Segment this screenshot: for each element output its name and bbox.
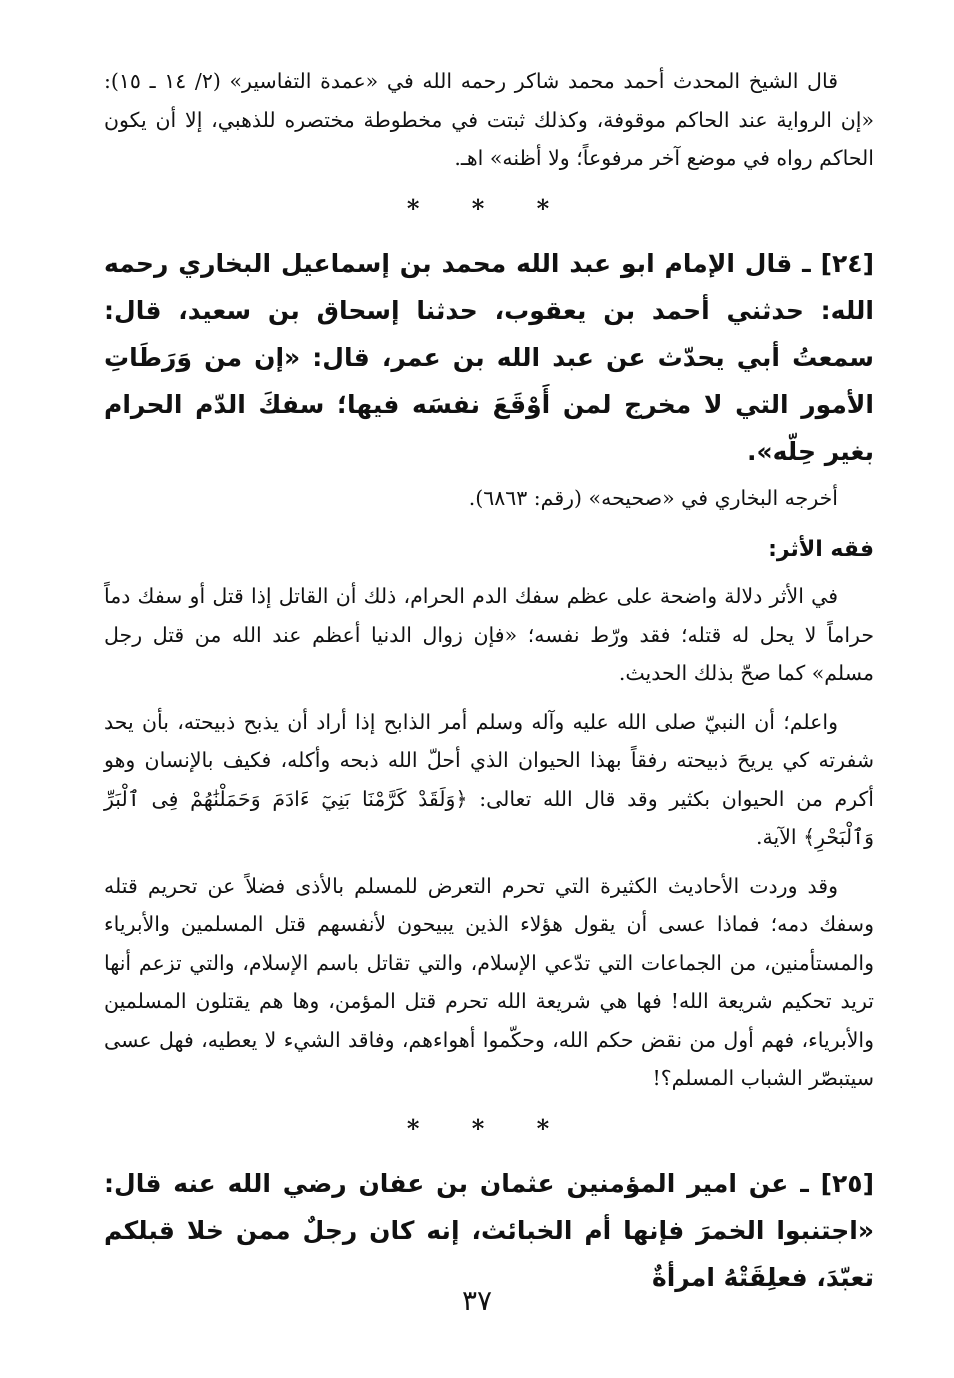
fiqh-heading: فقه الأثر:	[768, 537, 874, 562]
paragraph-fiqh-3: وقد وردت الأحاديث الكثيرة التي تحرم التعرض للمسلم بالأذى فضلاً عن تحريم قتله وسفك دمه؛ فماذا عسى أن يقول هؤلاء الذين يبيحون لأنفسهم قتل المسلمين والأبرياء والمستأمنين، من الجماعات التي تدّعي الإسلام، والتي تقاتل باسم الإسلام، والتي تزعم أنها تريد تحكيم شريعة الله! فها هي شريعة الله تحرم قتل المؤمن، وها هم يقتلون المسلمين والأبرياء، فهم أول من نقض حكم الله، وحكّموا أهواءهم، وفاقد الشيء لا يعطيه، فهل عسى سيتبصّر الشباب المسلم؟!	[104, 873, 874, 1090]
paragraph-fiqh-1: في الأثر دلالة واضحة على عظم سفك الدم الحرام، ذلك أن القاتل إذا قتل أو سفك دماً حراماً لا يحل له قتله؛ فقد ورّط نفسه؛ «فإن زوال الدنيا أعظم عند الله من قتل رجل مسلم» كما صحّ بذلك الحديث.	[104, 584, 874, 685]
paragraph-fiqh-2: واعلم؛ أن النبيّ صلى الله عليه وآله وسلم أمر الذابح إذا أراد أن يذبح ذبيحته، بأن يحد شفرته كي يريحَ ذبيحته رفقاً بهذا الحيوان الذي أحلّ الله ذبحه وأكله، فكيف بالإنسان وهو أكرم من الحيوان بكثير وقد قال الله تعالى: ﴿وَلَقَدْ كَرَّمْنَا بَنِيٓ ءَادَمَ وَحَمَلْنَٰهُمْ فِى ٱلْبَرِّ وَٱلْبَحْرِ﴾ الآية.	[104, 709, 874, 849]
section-separator: * * *	[406, 193, 572, 223]
page-number: ٣٧	[461, 1284, 493, 1317]
hadith-24-text: [٢٤] ـ قال الإمام ابو عبد الله محمد بن إسماعيل البخاري رحمه الله: حدثني أحمد بن يعقوب، حدثنا إسحاق بن سعيد، قال: سمعتُ أبي يحدّث عن عبد الله بن عمر، قال: «إن من وَرَطَاتِ الأمور التي لا مخرج لمن أَوْقَعَ نفسَه فيها؛ سفكَ الدّم الحرام بغير حِلّه».	[104, 248, 874, 466]
hadith-25-text: [٢٥] ـ عن امير المؤمنين عثمان بن عفان رضي الله عنه قال: «اجتنبوا الخمرَ فإنها أم الخبائث، إنه كان رجلٌ ممن خلا قبلكم تعبّدَ، فعلِقَتْهُ امرأةٌ	[104, 1168, 874, 1292]
section-separator-2: * * *	[406, 1113, 572, 1143]
hadith-24-takhrij: أخرجه البخاري في «صحيحه» (رقم: ٦٨٦٣).	[468, 485, 838, 510]
paragraph-shakir-quote: قال الشيخ المحدث أحمد محمد شاكر رحمه الله في «عمدة التفاسير» (٢/ ١٤ ـ ١٥): «إن الرواية عند الحاكم موقوفة، وكذلك ثبتت في مخطوطة مختصره للذهبي، إلا أن يكون الحاكم رواه في موضع آخر مرفوعاً؛ ولا أظنه» اهـ.	[104, 69, 874, 170]
